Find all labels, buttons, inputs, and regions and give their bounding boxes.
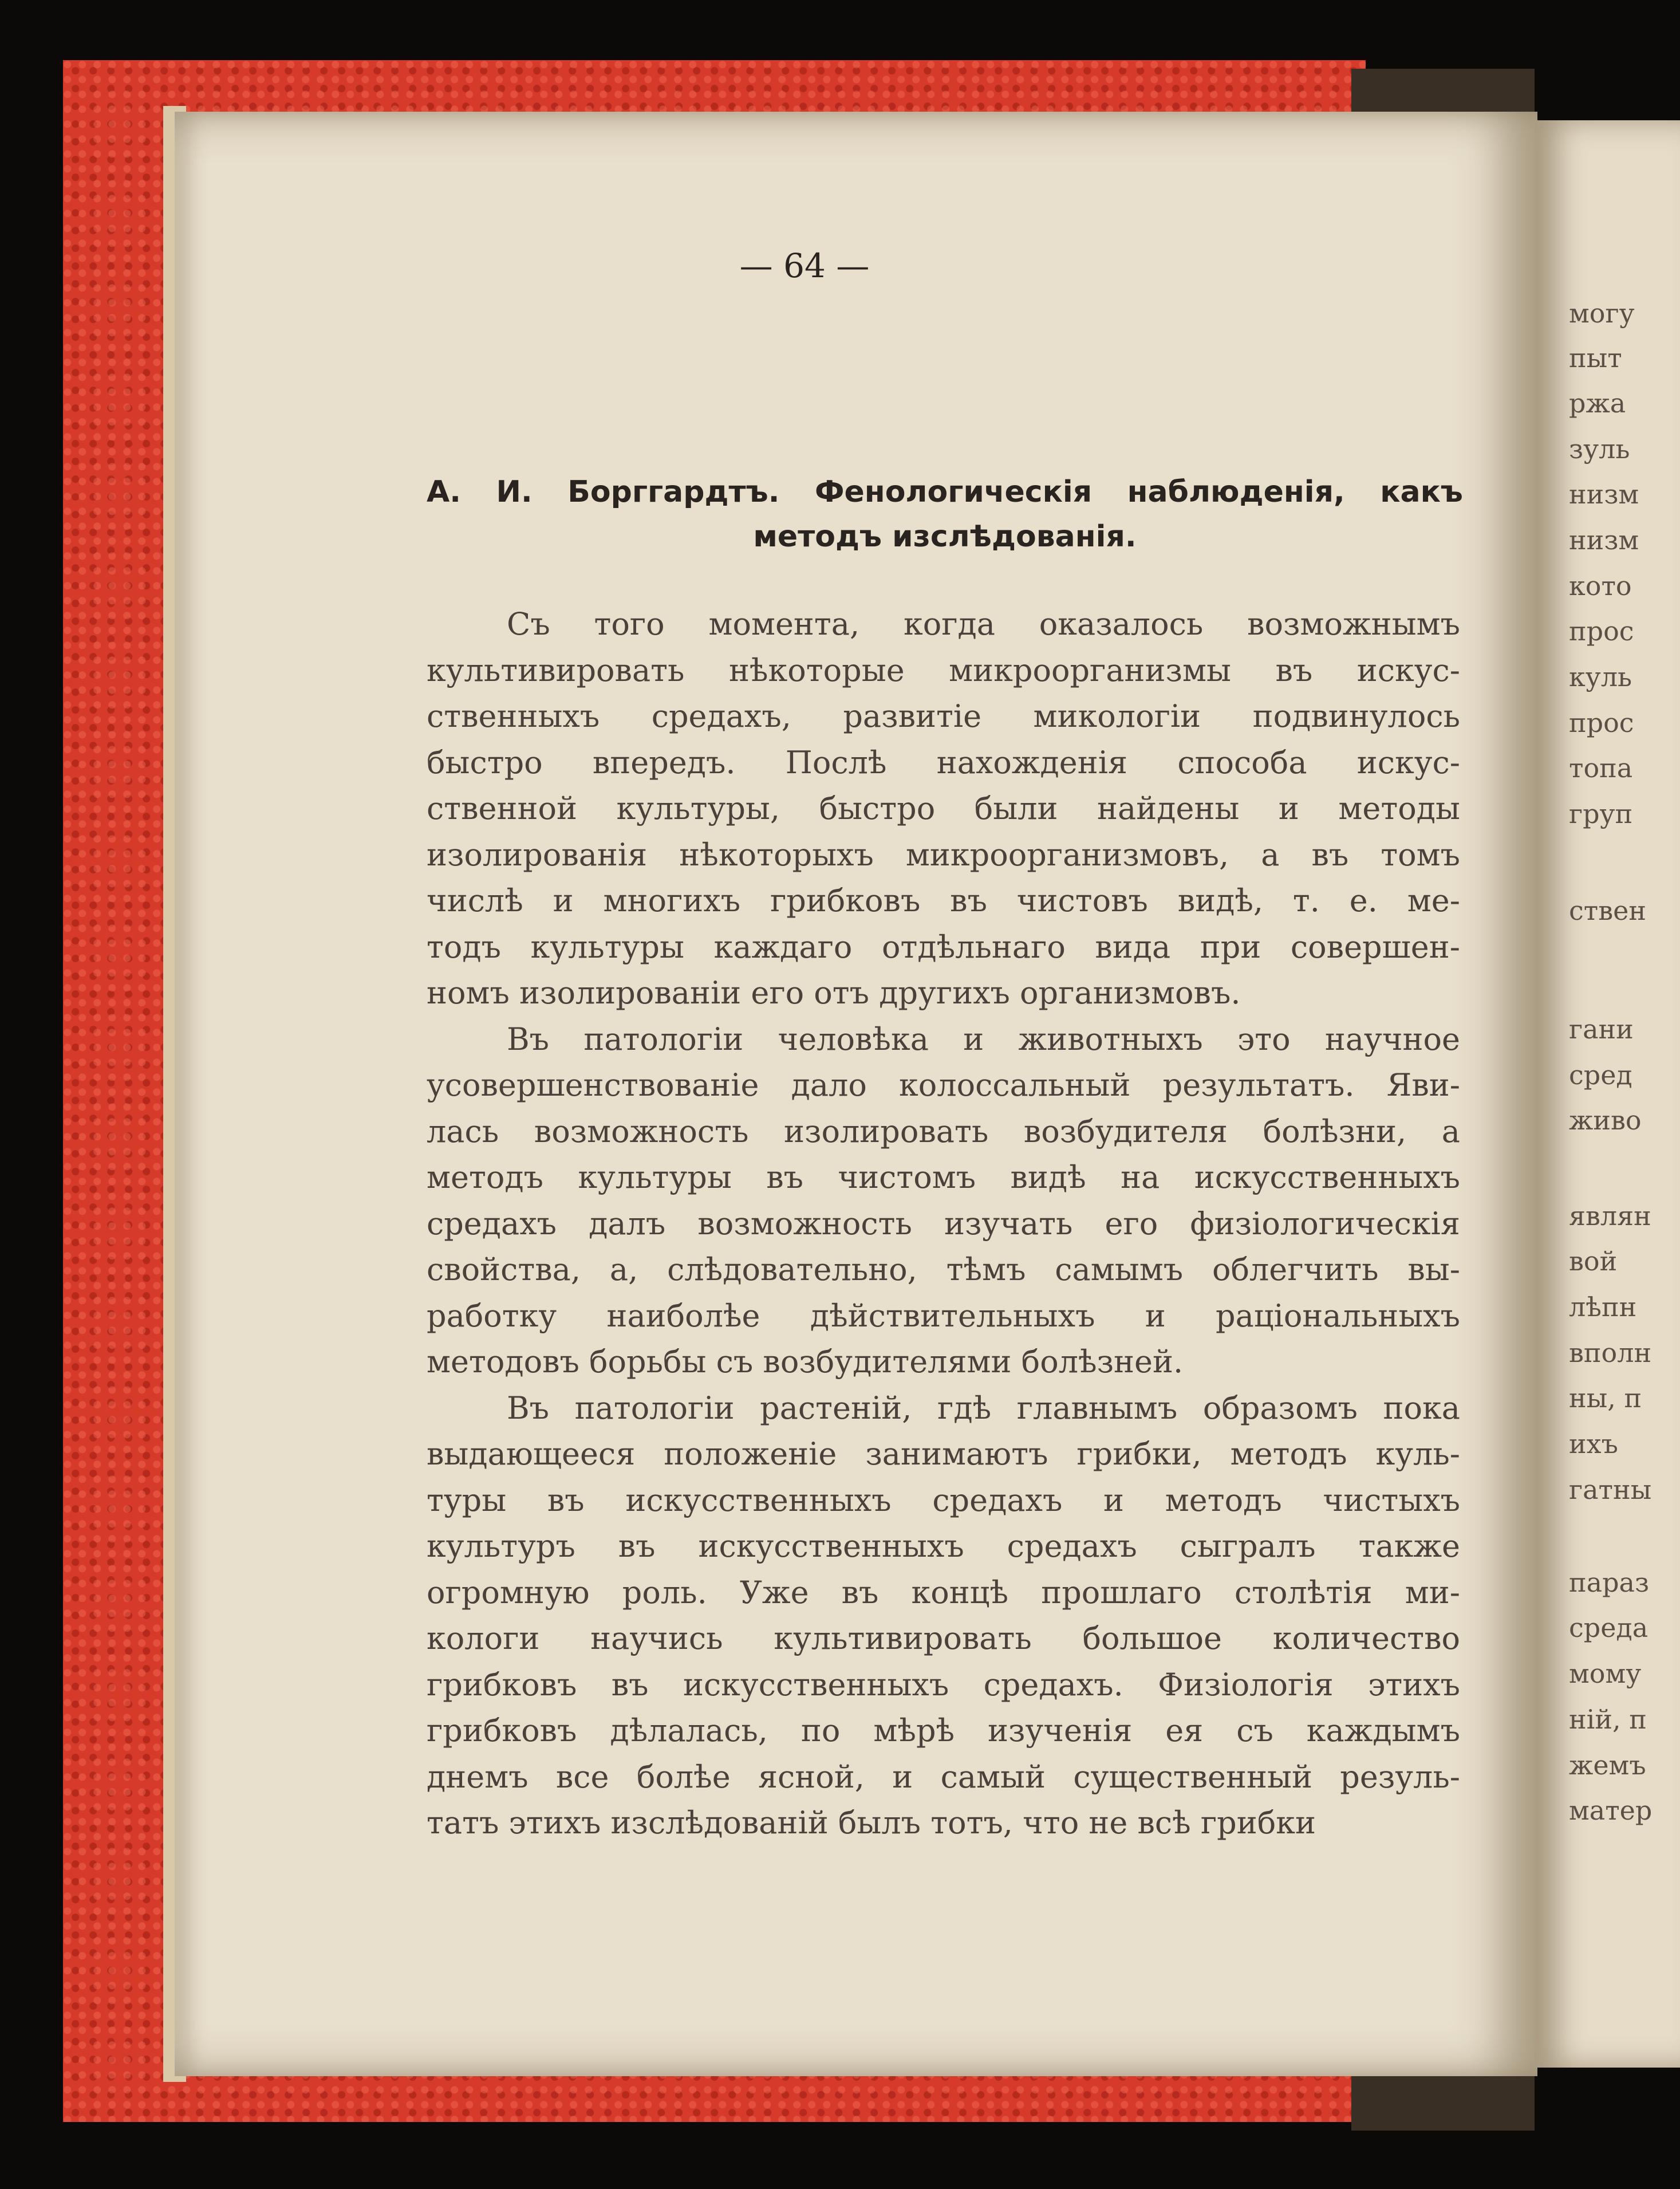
- right-page-line: мому: [1569, 1658, 1642, 1689]
- right-page-line: груп: [1569, 798, 1633, 829]
- body-line: туры въ искусственныхъ средахъ и методъ чистыхъ: [427, 1482, 1460, 1518]
- body-line: номъ изолированіи его отъ другихъ организмовъ.: [427, 975, 1241, 1011]
- right-page-line: вой: [1569, 1246, 1618, 1277]
- body-line: грибковъ въ искусственныхъ средахъ. Физіологія этихъ: [427, 1667, 1460, 1703]
- body-line: усовершенствованіе дало колоссальный результатъ. Яви-: [427, 1067, 1460, 1103]
- right-page-line: являн: [1569, 1200, 1651, 1231]
- body-line: лась возможность изолировать возбудителя болѣзни, а: [427, 1113, 1460, 1149]
- right-page-line: матер: [1569, 1795, 1653, 1826]
- right-page-line: гани: [1569, 1014, 1634, 1045]
- body-line: татъ этихъ изслѣдованій былъ тотъ, что не всѣ грибки: [427, 1805, 1316, 1841]
- body-line: днемъ все болѣе ясной, и самый существенный резуль-: [427, 1759, 1460, 1795]
- body-line: кологи научись культивировать большое количество: [427, 1620, 1460, 1656]
- right-page-line: топа: [1569, 753, 1633, 784]
- right-page-line: могу: [1569, 298, 1635, 329]
- body-line: грибковъ дѣлалась, по мѣрѣ изученія ея съ каждымъ: [427, 1712, 1460, 1749]
- body-line: свойства, а, слѣдовательно, тѣмъ самымъ облегчить вы-: [427, 1251, 1460, 1288]
- right-page-line: прос: [1569, 616, 1634, 647]
- body-line: Въ патологіи человѣка и животныхъ это научное: [507, 1021, 1460, 1057]
- body-line: средахъ далъ возможность изучать его физіологическія: [427, 1206, 1460, 1242]
- right-page-line: параз: [1569, 1567, 1650, 1598]
- right-page-line: гатны: [1569, 1474, 1652, 1505]
- right-page-line: среда: [1569, 1612, 1649, 1643]
- right-page-line: ній, п: [1569, 1704, 1647, 1735]
- right-page-line: ихъ: [1569, 1428, 1618, 1459]
- body-line: методовъ борьбы съ возбудителями болѣзней.: [427, 1344, 1184, 1380]
- right-page-line: низм: [1569, 479, 1639, 510]
- body-line: выдающееся положеніе занимаютъ грибки, методъ куль-: [427, 1436, 1460, 1472]
- right-page-line: жемъ: [1569, 1750, 1646, 1781]
- body-line: культуръ въ искусственныхъ средахъ сыгралъ также: [427, 1528, 1460, 1564]
- body-line: ственной культуры, быстро были найдены и методы: [427, 790, 1460, 826]
- body-line: Въ патологіи растеній, гдѣ главнымъ образомъ пока: [507, 1390, 1460, 1426]
- body-line: огромную роль. Уже въ концѣ прошлаго столѣтія ми-: [427, 1574, 1460, 1611]
- right-page-line: ны, п: [1569, 1383, 1642, 1414]
- body-line: ственныхъ средахъ, развитіе микологіи подвинулось: [427, 698, 1460, 734]
- body-line: изолированія нѣкоторыхъ микроорганизмовъ, а въ томъ: [427, 837, 1460, 873]
- right-page-line: низм: [1569, 525, 1639, 556]
- right-page-line: ствен: [1569, 895, 1646, 926]
- right-page-line: пыт: [1569, 342, 1622, 373]
- right-page-line: куль: [1569, 662, 1632, 692]
- body-line: культивировать нѣкоторые микроорганизмы въ искус-: [427, 652, 1460, 688]
- right-page-line: прос: [1569, 707, 1634, 738]
- body-line: Съ того момента, когда оказалось возможнымъ: [507, 606, 1460, 642]
- body-line: работку наиболѣе дѣйствительныхъ и раціональныхъ: [427, 1298, 1460, 1334]
- page-number: — 64 —: [739, 246, 870, 285]
- body-line: числѣ и многихъ грибковъ въ чистовъ видѣ, т. е. ме-: [427, 883, 1460, 919]
- article-heading: А. И. Борггардтъ. Фенологическія наблюденія, какъ методъ изслѣдованія.: [427, 475, 1463, 554]
- right-page-line: ржа: [1569, 388, 1626, 419]
- body-line: быстро впередъ. Послѣ нахожденія способа искус-: [427, 745, 1460, 781]
- right-page-line: кото: [1569, 570, 1632, 601]
- right-page-line: вполн: [1569, 1337, 1652, 1368]
- right-page-line: лѣпн: [1569, 1292, 1637, 1322]
- right-page: [1535, 120, 1680, 2068]
- body-line: тодъ культуры каждаго отдѣльнаго вида при совершен-: [427, 929, 1460, 965]
- right-page-line: сред: [1569, 1060, 1632, 1090]
- right-page-line: зуль: [1569, 434, 1630, 464]
- body-line: методъ культуры въ чистомъ видѣ на искусственныхъ: [427, 1159, 1460, 1195]
- right-page-line: живо: [1569, 1105, 1642, 1136]
